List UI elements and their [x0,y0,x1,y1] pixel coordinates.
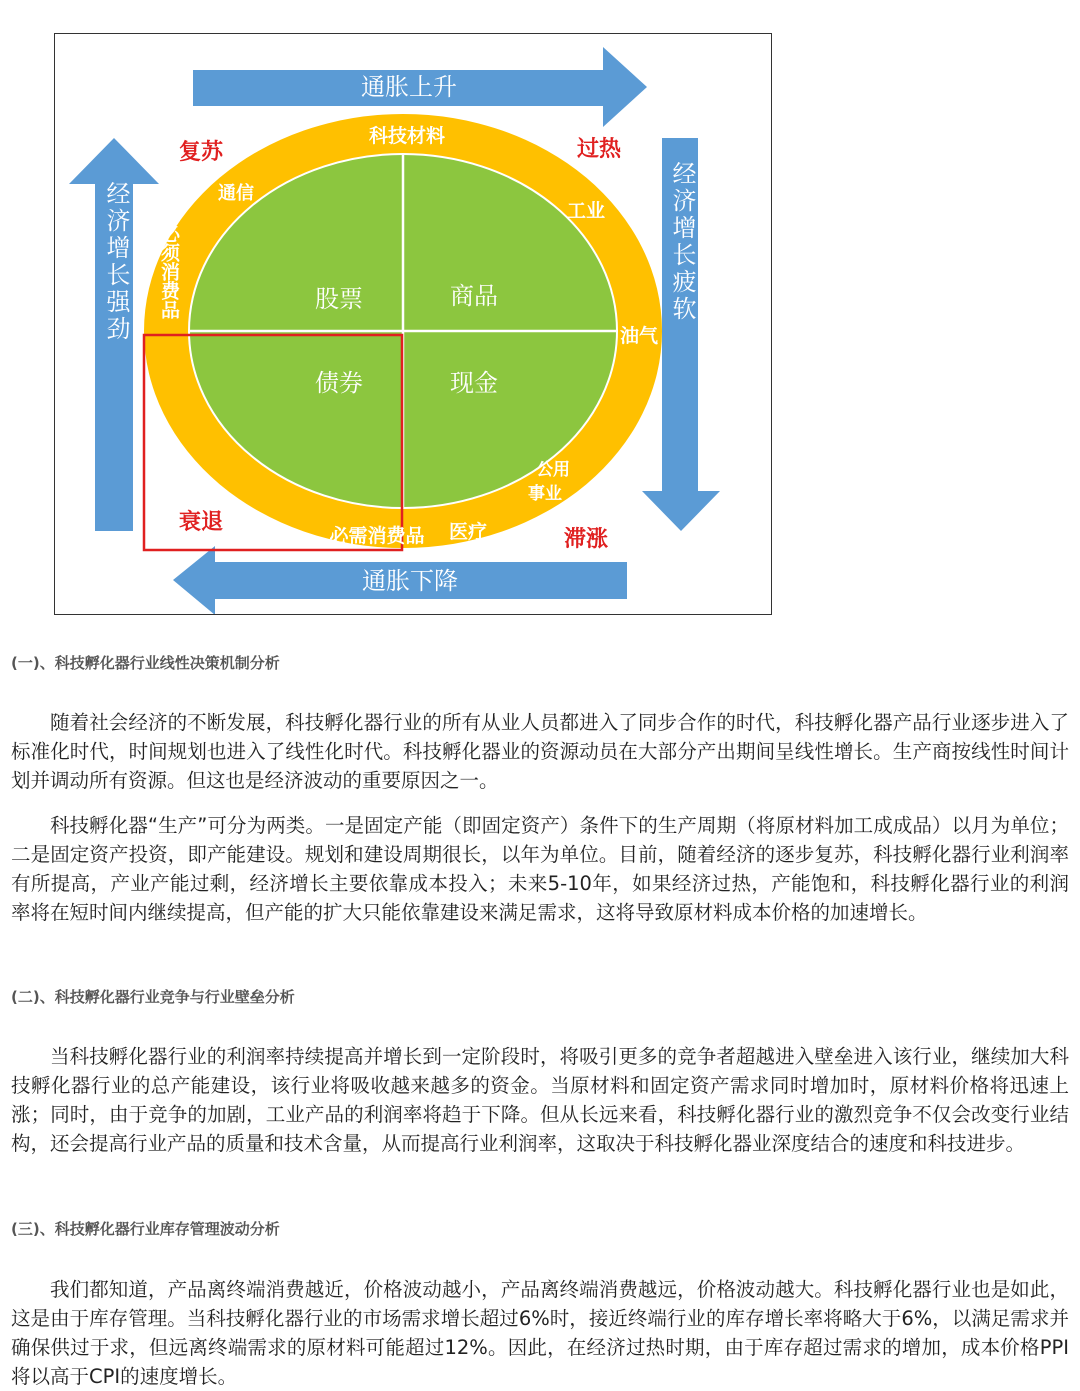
quadrant-cash: 现金 [450,369,498,397]
quadrant-bonds: 债券 [315,369,363,397]
sector-telecom: 通信 [218,183,254,204]
arrow-left-label: 经济增长强劲 [102,181,130,343]
sector-tech-materials: 科技材料 [368,125,446,147]
arrow-right-label: 经济增长疲软 [668,161,696,323]
section-1-paragraph-1: 随着社会经济的不断发展，科技孵化器行业的所有从业人员都进入了同步合作的时代，科技孵化器产品行业逐步进入了标准化时代，时间规划也进入了线性化时代。科技孵化器业的资源动员在大部分产出期间呈线性增长。生产商按线性时间计划并调动所有资源。但这也是经济波动的重要原因之一。 [11,711,1069,792]
quadrant-commodities: 商品 [450,282,498,310]
arrow-top-label: 通胀上升 [361,73,457,101]
sector-oil-gas: 油气 [619,325,659,347]
section-1-heading: (一)、科技孵化器行业线性决策机制分析 [11,654,280,672]
sector-industrial: 工业 [566,200,606,222]
arrow-bottom-label: 通胀下降 [362,567,458,595]
section-2-heading: (二)、科技孵化器行业竞争与行业壁垒分析 [11,988,295,1006]
section-3-heading: (三)、科技孵化器行业库存管理波动分析 [11,1220,280,1238]
investment-clock-diagram [55,34,771,614]
sector-non-essential: 非必须消费品 [158,205,180,319]
phase-recovery: 复苏 [178,140,224,165]
section-3-paragraph-1: 我们都知道，产品离终端消费越近，价格波动越小，产品离终端消费越远，价格波动越大。科技孵化器行业也是如此，这是由于库存管理。当科技孵化器行业的市场需求增长超过6%时，接近终端行业的库存增长率将略大于6%，以满足需求并确保供过于求，但远离终端需求的原材料可能超过12%。因此，在经济过热时期，由于库存超过需求的增加，成本价格PPI将以高于CPI的速度增长。 [11,1278,1069,1388]
sector-utilities: 公用事业 [528,460,570,504]
phase-stagflation: 滞涨 [563,527,609,552]
phase-overheat: 过热 [576,137,622,162]
quadrant-stocks: 股票 [315,285,363,313]
section-2-paragraph-1: 当科技孵化器行业的利润率持续提高并增长到一定阶段时，将吸引更多的竞争者超越进入壁垒进入该行业，继续加大科技孵化器行业的总产能建设，该行业将吸收越来越多的资金。当原材料和固定资产需求同时增加时，原材料价格将迅速上涨；同时，由于竞争的加剧，工业产品的利润率将趋于下降。但从长远来看，科技孵化器行业的激烈竞争不仅会改变行业结构，还会提高行业产品的质量和技术含量，从而提高行业利润率，这取决于科技孵化器业深度结合的速度和科技进步。 [11,1045,1069,1155]
section-1-paragraph-2: 科技孵化器“生产”可分为两类。一是固定产能（即固定资产）条件下的生产周期（将原材料加工成成品）以月为单位；二是固定资产投资，即产能建设。规划和建设周期很长，以年为单位。目前，随着经济的逐步复苏，科技孵化器行业利润率有所提高，产业产能过剩，经济增长主要依靠成本投入；未来5-10年，如果经济过热，产能饱和，科技孵化器行业的利润率将在短时间内继续提高，但产能的扩大只能依靠建设来满足需求，这将导致原材料成本价格的加速增长。 [11,814,1069,924]
sector-healthcare: 医疗 [448,521,488,543]
investment-clock-figure [54,33,772,615]
phase-recession: 衰退 [178,510,224,535]
sector-essential: 必需消费品 [329,525,425,547]
